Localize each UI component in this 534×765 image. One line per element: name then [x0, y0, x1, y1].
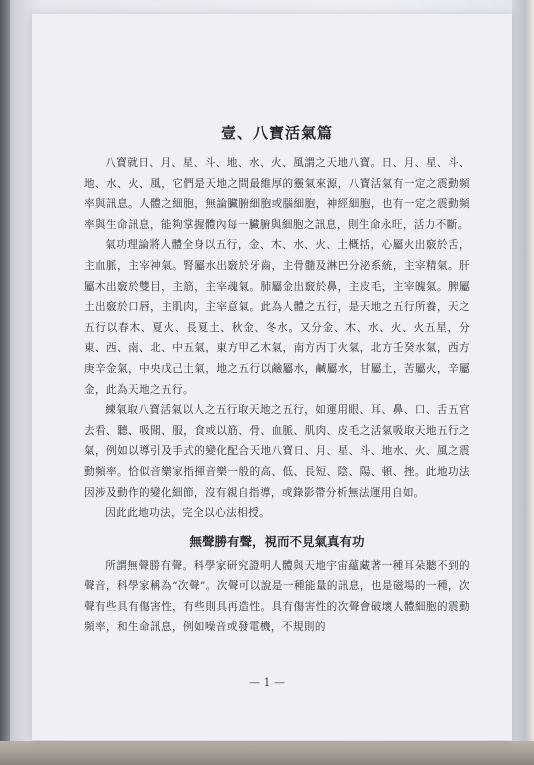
- page-number: — 1 —: [249, 676, 285, 689]
- book-page-edge: [512, 0, 534, 765]
- paragraph-3: 練氣取八寶活氣以人之五行取天地之五行，如運用眼、耳、鼻、口、舌五官去看、聽、吸聞、服，食或以筋、骨、血脈、肌肉、皮毛之活氣吸取天地五行之氣，例如以導引及手式的變化配合天地八寶日、月、星、斗、地水、火、風之震動頻率。恰似音樂家指揮音樂一般的高、低、長短、陰、陽、頓、挫。此地功法因涉及動作的變化細節，沒有親自指導，或錄影帶分析無法運用自如。: [84, 404, 470, 499]
- book-spine-shadow: [0, 0, 10, 765]
- section-subtitle: 無聲勝有聲，視而不見氣真有功: [189, 533, 365, 549]
- table-surface: [0, 741, 534, 765]
- page-content: [84, 122, 470, 638]
- paragraph-4: 因此此地功法，完全以心法相授。: [105, 507, 271, 520]
- paragraph-2: 氣功理論將人體全身以五行，金、木、水、火、土概括，心屬火出竅於舌，主血脈，主宰神氣。腎屬水出竅於牙齒，主骨髓及淋巴分泌系統，主宰精氣。肝屬木出竅於雙目，主筋，主宰魂氣。肺屬金出竅於鼻，主皮毛，主宰魄氣。脾屬土出竅於口唇，主肌肉，主宰意氣。此為人體之五行，是天地之五行所養，天之五行以春木、夏火、長夏土、秋金、冬水。又分金、木、水、火、火五星，分東、西、南、北、中五氣，東方甲乙木氣，南方丙丁火氣，北方壬癸水氣，西方庚辛金氣，中央戊己土氣，地之五行以鹼屬水，鹹屬水，甘屬土，苦屬火，辛屬金，此為天地之五行。: [84, 239, 470, 396]
- chapter-title: 壹、八寶活氣篇: [220, 124, 333, 142]
- paragraph-1: 八寶就日、月、星、斗、地、水、火、風謂之天地八寶。日、月、星、斗、地、水、火、風，它們是天地之間最維厚的靈氣來源，八寶活氣有一定之震動頻率與訊息。人體之細胞，無論臟腑細胞或腦細胞，神經細胞，也有一定之震動頻率與生命訊息，能夠掌握體內每一臟腑與細胞之訊息，則生命永旺，活力不斷。: [84, 157, 470, 231]
- paragraph-5: 所謂無聲勝有聲。科學家研究證明人體與天地宇宙蘊藏著一種耳朵聽不到的聲音，科學家稱為“次聲”。次聲可以說是一種能量的訊息，也是磁場的一種，次聲有些具有傷害性，有些則具再造性。具有傷害性的次聲會破壞人體細胞的震動頻率，和生命訊息，例如噪音或發電機，不規則的: [84, 559, 470, 634]
